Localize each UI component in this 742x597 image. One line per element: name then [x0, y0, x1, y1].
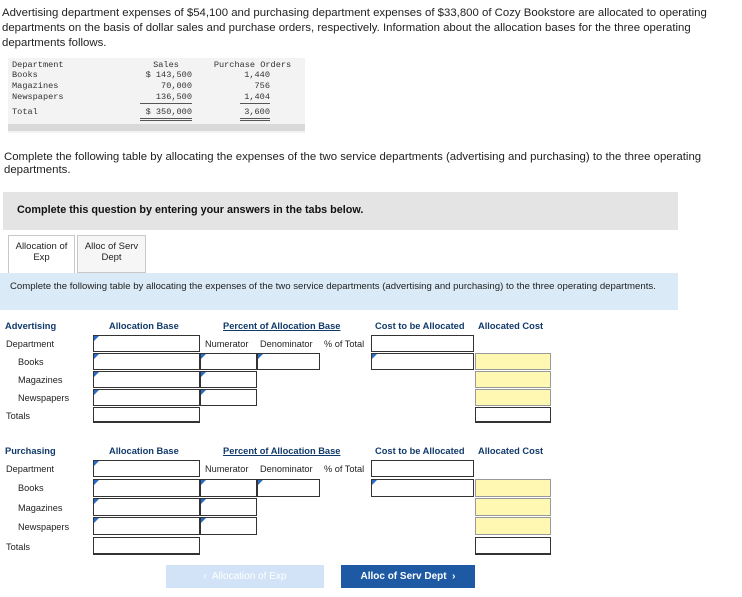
totals-base-input[interactable] [93, 407, 200, 423]
newspapers-allocated-cost[interactable] [475, 517, 551, 535]
magazines-allocated-cost[interactable] [475, 371, 551, 388]
numerator-label: Numerator [205, 339, 249, 349]
department-base-input[interactable] [93, 460, 200, 477]
books-cost-input[interactable] [371, 479, 474, 497]
task-description: Complete the following table by allocating the expenses of the two service departments (advertising and purchasing) to the three operating departments. [4, 151, 702, 176]
chevron-left-icon: ‹ [203, 571, 207, 582]
denominator-label: Denominator [260, 339, 313, 349]
numerator-label: Numerator [205, 464, 249, 474]
row-sales: $ 350,000 [140, 107, 192, 121]
row-dept: Books [12, 70, 38, 80]
row-dept: Newspapers [12, 92, 64, 102]
prev-tab-button[interactable] [166, 565, 324, 588]
newspapers-base-input[interactable] [93, 389, 200, 406]
pct-total-label: % of Total [324, 464, 365, 474]
totals-label: Totals [6, 542, 30, 552]
col-allocated: Allocated Cost [478, 446, 544, 456]
row-orders: 1,404 [240, 92, 270, 104]
newspapers-numerator-input[interactable] [200, 517, 257, 535]
tab-allocation-of-exp[interactable]: Allocation of Exp [8, 235, 75, 273]
row-label-newspapers: Newspapers [18, 393, 70, 403]
totals-allocated-cost[interactable] [475, 537, 551, 555]
next-tab-label: Alloc of Serv Dept [360, 571, 447, 582]
magazines-numerator-input[interactable] [200, 498, 257, 516]
section-title: Advertising [5, 321, 57, 331]
cost-to-allocate-input[interactable] [371, 335, 474, 352]
col-cost: Cost to be Allocated [375, 321, 465, 331]
problem-intro: Advertising department expenses of $54,100 and purchasing department expenses of $33,800 of Cozy Bookstore are allocated to operating departments on the basis of dollar sales and purchase orders, respectively. Information about the allocation bases for the three operating departments follows. [2, 7, 707, 49]
denominator-label: Denominator [260, 464, 313, 474]
newspapers-base-input[interactable] [93, 517, 200, 535]
col-header-department: Department [12, 60, 64, 70]
books-cost-input[interactable] [371, 353, 474, 370]
row-dept: Total [12, 107, 38, 117]
chevron-right-icon: › [452, 571, 456, 582]
col-allocation-base: Allocation Base [109, 446, 179, 456]
books-base-input[interactable] [93, 479, 200, 497]
col-percent: Percent of Allocation Base [223, 321, 341, 331]
tab-alloc-of-serv-dept[interactable]: Alloc of Serv Dept [77, 235, 146, 273]
books-allocated-cost[interactable] [475, 479, 551, 497]
allocation-bases-table [8, 58, 305, 133]
row-orders: 1,440 [244, 70, 270, 80]
row-label-magazines: Magazines [18, 375, 63, 385]
newspapers-allocated-cost[interactable] [475, 389, 551, 406]
row-sales: $ 143,500 [145, 70, 192, 80]
totals-base-input[interactable] [93, 537, 200, 555]
cost-to-allocate-input[interactable] [371, 460, 474, 477]
books-numerator-input[interactable] [200, 479, 257, 497]
magazines-numerator-input[interactable] [200, 371, 257, 388]
col-percent: Percent of Allocation Base [223, 446, 341, 456]
books-denominator-input[interactable] [257, 479, 320, 497]
pct-total-label: % of Total [324, 339, 365, 349]
totals-allocated-cost[interactable] [475, 407, 551, 423]
col-header-sales: Sales [153, 60, 179, 70]
row-sales: 136,500 [140, 92, 192, 104]
col-header-orders: Purchase Orders [213, 60, 292, 70]
books-base-input[interactable] [93, 353, 200, 370]
books-denominator-input[interactable] [257, 353, 320, 370]
books-allocated-cost[interactable] [475, 353, 551, 370]
instructions-banner: Complete this question by entering your answers in the tabs below. [3, 192, 678, 230]
row-dept: Magazines [12, 81, 59, 91]
row-sales: 70,000 [161, 81, 192, 91]
row-label-books: Books [18, 483, 44, 493]
row-label-magazines: Magazines [18, 503, 63, 513]
totals-label: Totals [6, 411, 30, 421]
advertising-section [3, 318, 551, 423]
row-label-books: Books [18, 357, 44, 367]
col-allocation-base: Allocation Base [109, 321, 179, 331]
section-title: Purchasing [5, 446, 56, 456]
magazines-allocated-cost[interactable] [475, 498, 551, 516]
purchasing-section [3, 443, 551, 558]
col-allocated: Allocated Cost [478, 321, 544, 331]
prev-tab-label: Allocation of Exp [211, 571, 287, 582]
magazines-base-input[interactable] [93, 371, 200, 388]
books-numerator-input[interactable] [200, 353, 257, 370]
department-label: Department [6, 339, 55, 349]
department-base-input[interactable] [93, 335, 200, 352]
table-footer-bar [8, 124, 305, 131]
row-orders: 3,600 [240, 107, 270, 121]
magazines-base-input[interactable] [93, 498, 200, 516]
row-orders: 756 [254, 81, 270, 91]
col-cost: Cost to be Allocated [375, 446, 465, 456]
department-label: Department [6, 464, 55, 474]
next-tab-button[interactable] [341, 565, 475, 588]
row-label-newspapers: Newspapers [18, 522, 70, 532]
newspapers-numerator-input[interactable] [200, 389, 257, 406]
tab-instructions: Complete the following table by allocating the expenses of the two service departments (advertising and purchasing) to the three operating departments. [0, 273, 678, 310]
